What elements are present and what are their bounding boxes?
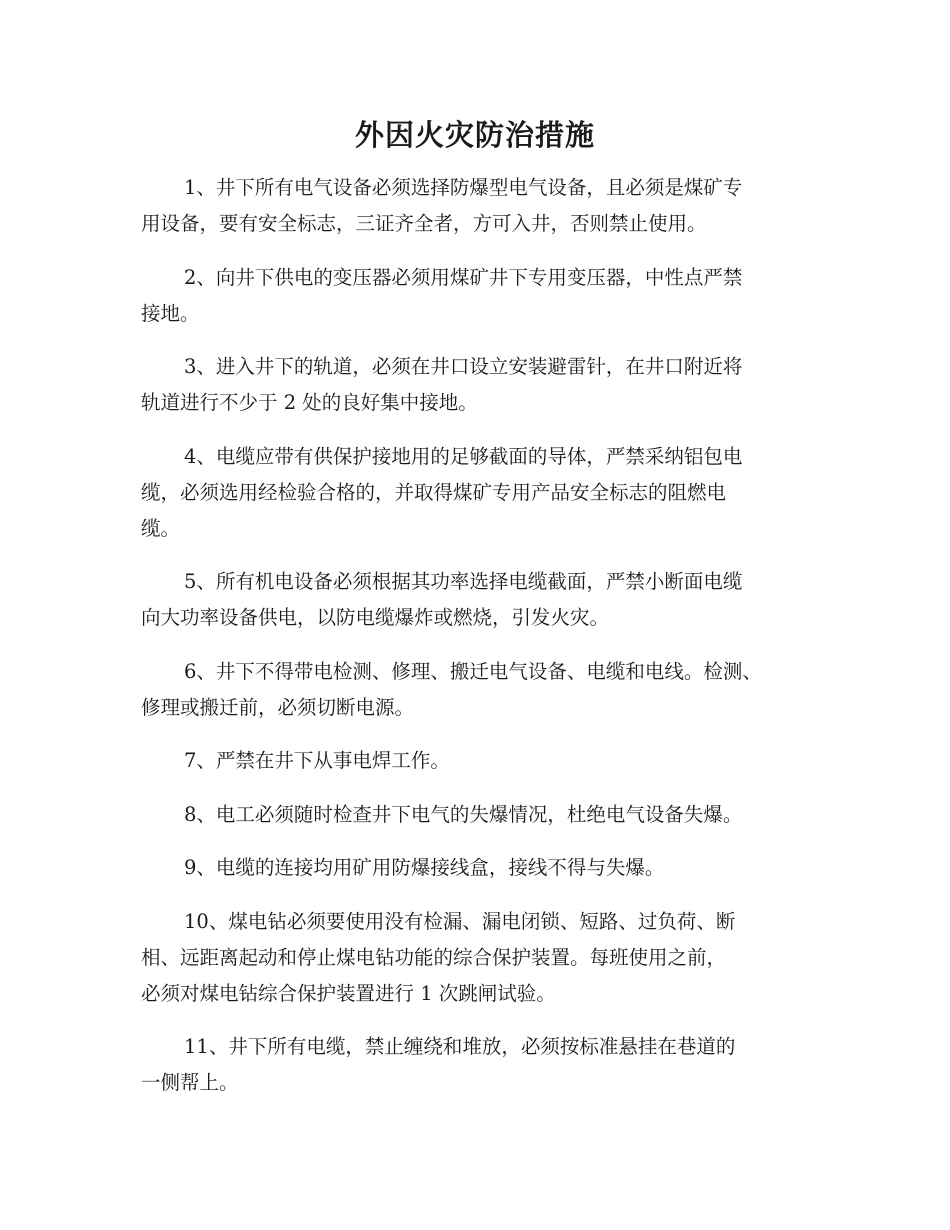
paragraph-line: 8、电工必须随时检查井下电气的失爆情况，杜绝电气设备失爆。 <box>184 802 743 826</box>
paragraph-line: 1、井下所有电气设备必须选择防爆型电气设备，且必须是煤矿专 <box>184 176 743 199</box>
paragraph-line: 4、电缆应带有供保护接地用的足够截面的导体，严禁采纳铝包电 <box>184 444 743 468</box>
document-title: 外因火灾防治措施 <box>354 118 595 152</box>
paragraph-line: 7、严禁在井下从事电焊工作。 <box>184 749 450 772</box>
paragraph-line: 接地。 <box>141 301 200 325</box>
paragraph-line: 修理或搬迁前，必须切断电源。 <box>141 695 415 719</box>
paragraph-3 <box>141 349 821 421</box>
paragraph-line: 缆。 <box>141 516 181 540</box>
paragraph-11 <box>141 1029 821 1101</box>
paragraph-6 <box>141 654 821 726</box>
paragraph-line: 11、井下所有电缆，禁止缠绕和堆放，必须按标准悬挂在巷道的 <box>184 1035 736 1058</box>
paragraph-line: 轨道进行不少于 2 处的良好集中接地。 <box>141 391 478 414</box>
paragraph-line: 2、向井下供电的变压器必须用煤矿井下专用变压器，中性点严禁 <box>184 265 743 289</box>
paragraph-line: 相、远距离起动和停止煤电钻功能的综合保护装置。每班使用之前， <box>141 945 727 969</box>
paragraph-line: 缆，必须选用经检验合格的，并取得煤矿专用产品安全标志的阻燃电 <box>141 480 727 504</box>
paragraph-line: 10、煤电钻必须要使用没有检漏、漏电闭锁、短路、过负荷、断 <box>184 909 736 933</box>
document-body <box>141 170 821 1119</box>
paragraph-4 <box>141 439 821 547</box>
paragraph-9 <box>141 850 821 886</box>
paragraph-8 <box>141 797 821 833</box>
paragraph-line: 5、所有机电设备必须根据其功率选择电缆截面，严禁小断面电缆 <box>184 570 743 593</box>
paragraph-line: 9、电缆的连接均用矿用防爆接线盒，接线不得与失爆。 <box>184 856 665 879</box>
paragraph-line: 6、井下不得带电检测、修理、搬迁电气设备、电缆和电线。检测、 <box>184 659 762 683</box>
paragraph-2 <box>141 260 821 332</box>
paragraph-line: 3、进入井下的轨道，必须在井口设立安装避雷针，在井口附近将 <box>184 355 743 378</box>
paragraph-1 <box>141 170 821 242</box>
paragraph-line: 必须对煤电钻综合保护装置进行 1 次跳闸试验。 <box>141 981 556 1005</box>
paragraph-line: 用设备，要有安全标志，三证齐全者，方可入井，否则禁止使用。 <box>141 212 707 235</box>
paragraph-10 <box>141 904 821 1012</box>
paragraph-5 <box>141 564 821 636</box>
paragraph-7 <box>141 743 821 779</box>
paragraph-line: 向大功率设备供电，以防电缆爆炸或燃烧，引发火灾。 <box>141 606 610 629</box>
paragraph-line: 一侧帮上。 <box>141 1071 239 1094</box>
